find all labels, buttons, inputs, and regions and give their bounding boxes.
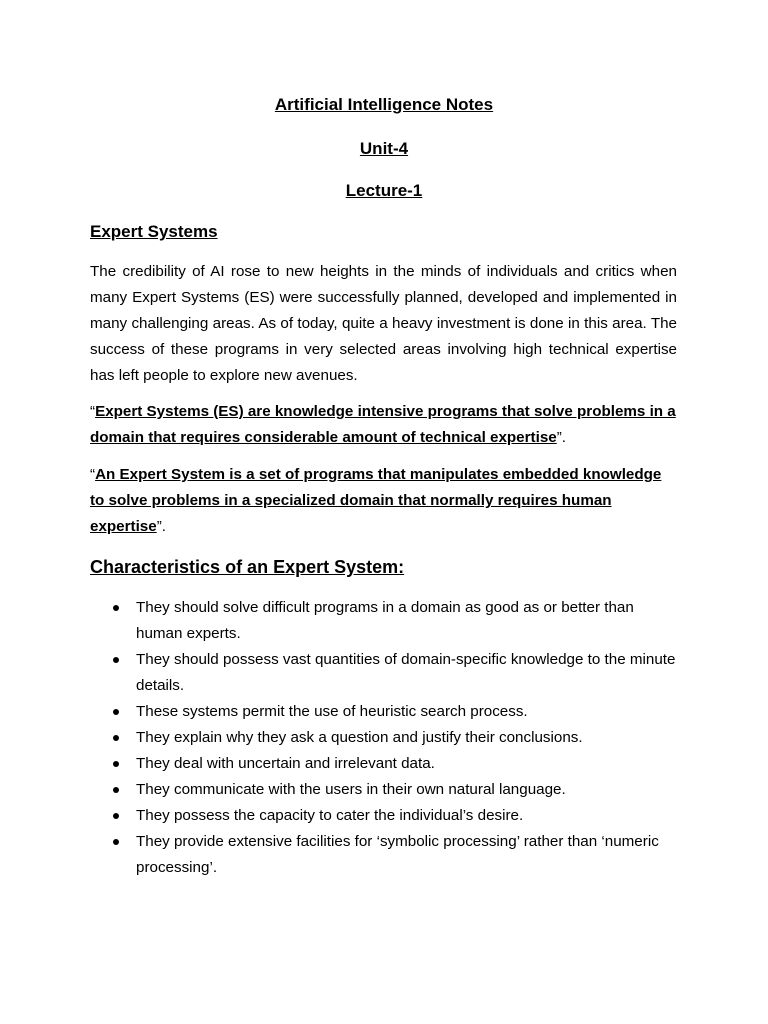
list-item: [90, 751, 680, 777]
bullet-icon: [113, 709, 119, 715]
bullet-icon: [113, 735, 119, 741]
list-item: [90, 803, 680, 829]
document-title: Artificial Intelligence Notes: [274, 95, 494, 114]
list-item-text: They possess the capacity to cater the individual’s desire.: [136, 807, 524, 824]
open-quote-mark: “: [90, 466, 96, 483]
intro-paragraph: The credibility of AI rose to new heights in the minds of individuals and critics when many Expert Systems (ES) were successfully planned, developed and implemented in many challenging areas. As of today, quite a heavy investment is done in this area. The success of these programs in very selected areas involving high technical expertise has left people to explore new avenues.: [90, 263, 677, 384]
section-heading-characteristics: Characteristics of an Expert System:: [90, 557, 405, 577]
section-heading-expert-systems: Expert Systems: [90, 222, 218, 241]
bullet-icon: [113, 787, 119, 793]
bullet-icon: [113, 761, 119, 767]
list-item: [90, 647, 680, 699]
close-quote-mark: ”.: [556, 429, 566, 446]
definition-text-1: Expert Systems (ES) are knowledge intensive programs that solve problems in a domain that requires considerable amount of technical expertise: [90, 403, 676, 446]
list-item: [90, 595, 680, 647]
list-item-text: They provide extensive facilities for ‘symbolic processing’ rather than ‘numeric processing’.: [136, 833, 659, 876]
characteristics-list: [90, 595, 680, 881]
list-item: [90, 699, 680, 725]
lecture-heading: Lecture-1: [345, 181, 423, 200]
bullet-icon: [113, 657, 119, 663]
list-item-text: These systems permit the use of heuristic search process.: [136, 703, 528, 720]
bullet-icon: [113, 839, 119, 845]
close-quote-mark: ”.: [156, 518, 166, 535]
list-item-text: They explain why they ask a question and justify their conclusions.: [136, 729, 583, 746]
bullet-icon: [113, 605, 119, 611]
list-item: [90, 829, 680, 881]
list-item-text: They should solve difficult programs in a domain as good as or better than human experts.: [136, 599, 634, 642]
bullet-icon: [113, 813, 119, 819]
list-item-text: They deal with uncertain and irrelevant data.: [136, 755, 435, 772]
open-quote-mark: “: [90, 403, 96, 420]
definition-quote-1: [90, 399, 677, 451]
list-item: [90, 725, 680, 751]
definition-text-2: An Expert System is a set of programs that manipulates embedded knowledge to solve problems in a specialized domain that normally requires human expertise: [90, 466, 662, 535]
unit-heading: Unit-4: [359, 139, 409, 158]
list-item-text: They should possess vast quantities of domain-specific knowledge to the minute details.: [136, 651, 676, 694]
definition-quote-2: [90, 462, 677, 540]
list-item: [90, 777, 680, 803]
list-item-text: They communicate with the users in their own natural language.: [136, 781, 566, 798]
